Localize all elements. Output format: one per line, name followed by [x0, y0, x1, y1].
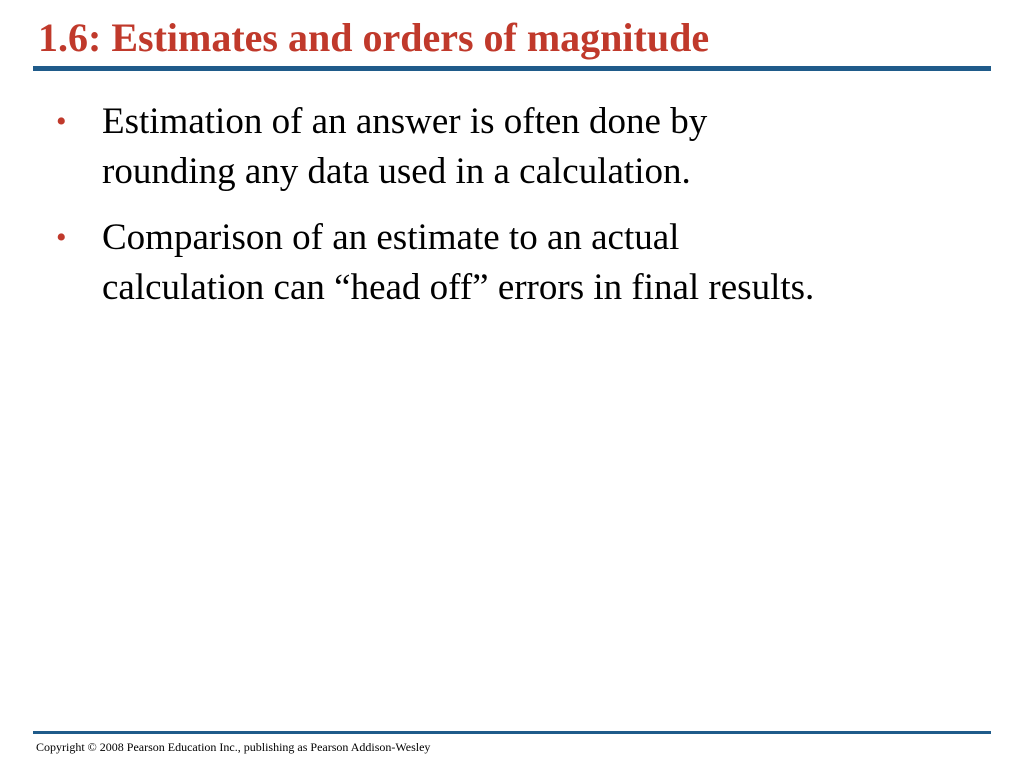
bullet-icon: •	[56, 105, 67, 138]
slide-title: 1.6: Estimates and orders of magnitude	[38, 15, 710, 60]
bullet-text: Comparison of an estimate to an actual calculation can “head off” errors in final results.	[102, 217, 815, 308]
bullet-text: Estimation of an answer is often done by rounding any data used in a calculation.	[102, 101, 708, 192]
copyright-footer: Copyright © 2008 Pearson Education Inc., publishing as Pearson Addison-Wesley	[36, 740, 431, 754]
footer-divider	[33, 731, 991, 734]
bullet-item	[56, 213, 816, 313]
title-divider	[33, 66, 991, 71]
bullet-item	[56, 97, 816, 197]
bullet-list	[56, 97, 816, 329]
bullet-icon: •	[56, 221, 67, 254]
